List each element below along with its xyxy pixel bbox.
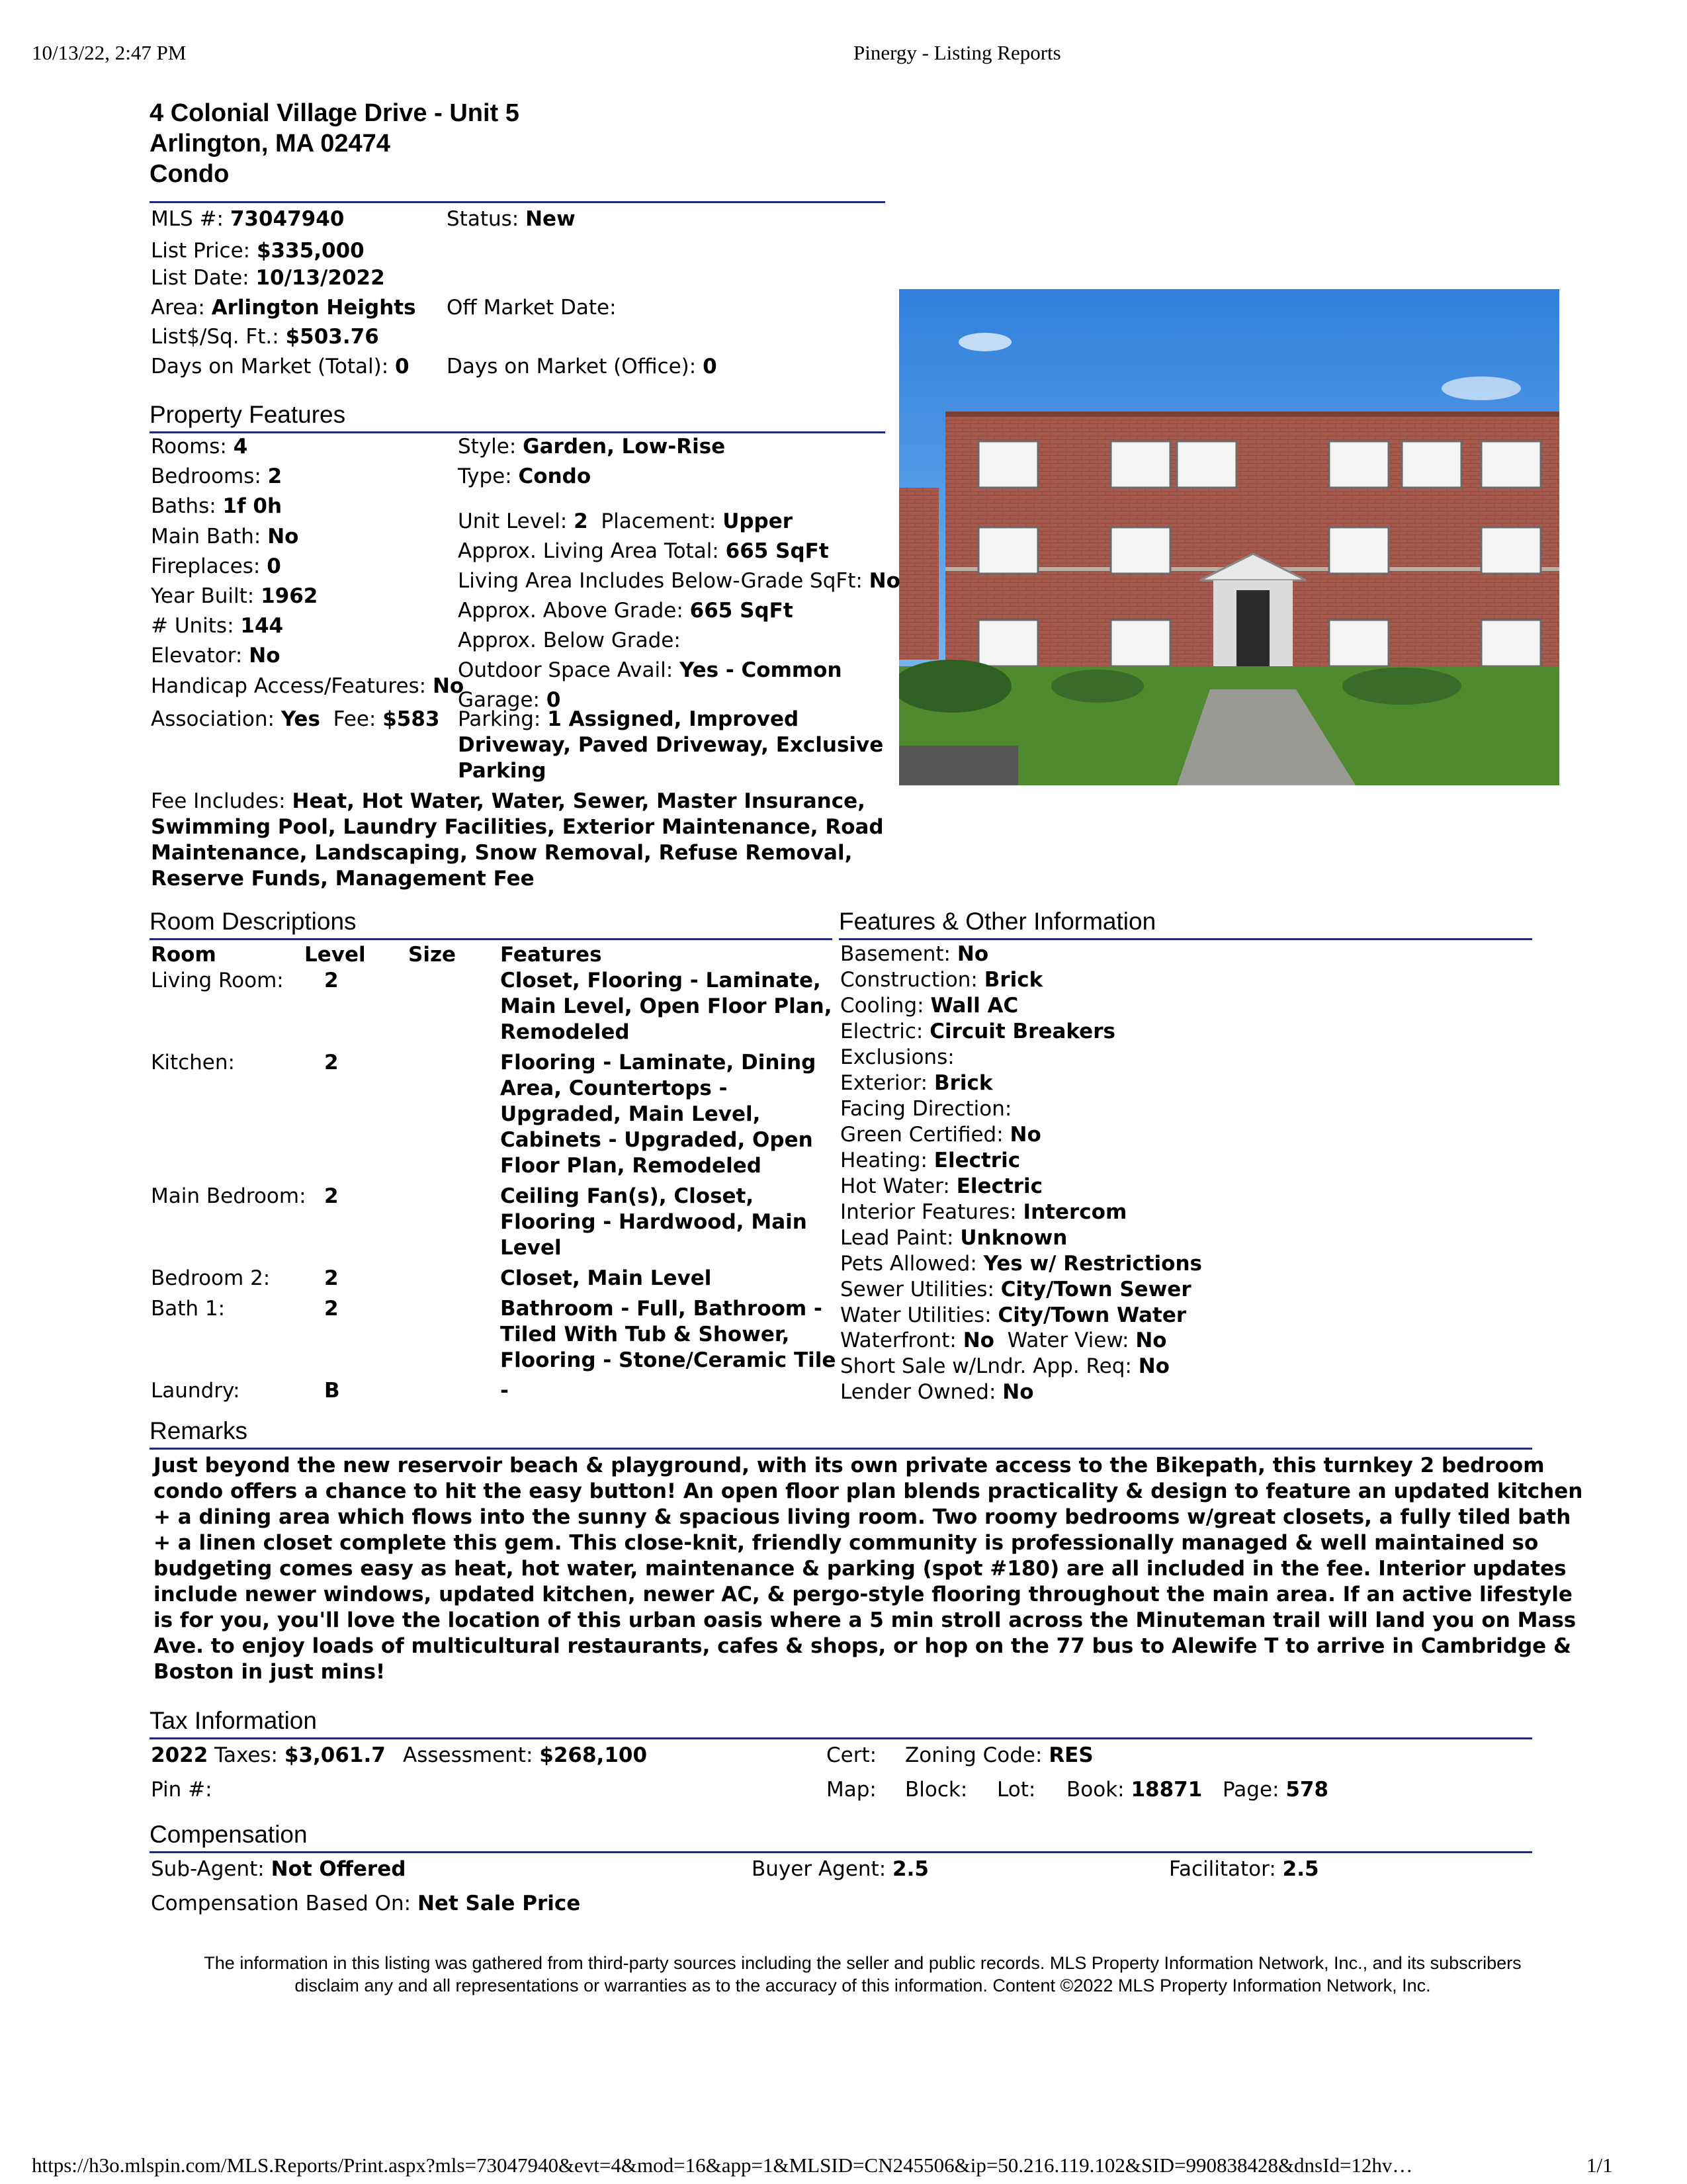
feature-left-item: Main Bath: No <box>151 524 299 548</box>
days-on-market-total: Days on Market (Total): 0 <box>151 355 410 378</box>
room-level: 2 <box>324 1266 339 1290</box>
col-level: Level <box>304 943 366 967</box>
other-info-item: Electric: Circuit Breakers <box>840 1020 1115 1043</box>
feature-right-item: Style: Garden, Low-Rise <box>458 435 726 459</box>
other-info-item: Cooling: Wall AC <box>840 994 1019 1018</box>
room-level: 2 <box>324 1184 339 1208</box>
off-market-date: Off Market Date: <box>447 296 617 320</box>
remarks-line: condo offers a chance to hit the easy button! An open floor plan blends practicality & design to feature an updated kitchen <box>153 1479 1583 1503</box>
remarks-heading: Remarks <box>150 1417 248 1444</box>
room-feature-line: Ceiling Fan(s), Closet, <box>500 1184 754 1208</box>
room-feature-line: Flooring - Laminate, Dining <box>500 1051 816 1074</box>
room-name: Living Room: <box>151 969 284 992</box>
room-name: Kitchen: <box>151 1051 235 1074</box>
remarks-line: Boston in just mins! <box>153 1660 386 1684</box>
remarks-line: include newer windows, updated kitchen, newer AC, & pergo-style flooring throughout the main area. If an active lifestyle <box>153 1583 1573 1606</box>
disclaimer-line1: The information in this listing was gathered from third-party sources including the seller and public records. MLS Property Information Network, Inc., and its subscribers <box>204 1953 1522 1973</box>
list-price: List Price: $335,000 <box>151 239 365 263</box>
status: Status: New <box>447 207 576 231</box>
fee-includes: Fee Includes: Heat, Hot Water, Water, Sewer, Master Insurance, <box>151 789 865 813</box>
room-feature-line: - <box>500 1379 509 1403</box>
days-on-market-office: Days on Market (Office): 0 <box>447 355 717 378</box>
address-divider <box>150 201 885 203</box>
compensation-divider <box>150 1851 1532 1853</box>
tax-block: Block: <box>905 1778 968 1802</box>
room-feature-line: Flooring - Stone/Ceramic Tile <box>500 1348 836 1372</box>
feature-left-item: Rooms: 4 <box>151 435 248 459</box>
feature-right-item: Type: Condo <box>458 464 591 488</box>
other-info-divider <box>839 938 1532 940</box>
property-features-divider <box>150 431 885 433</box>
other-info-item: Green Certified: No <box>840 1123 1041 1147</box>
tax-page: Page: 578 <box>1223 1778 1329 1802</box>
fee-includes-line3: Maintenance, Landscaping, Snow Removal, Refuse Removal, <box>151 841 853 865</box>
other-info-heading: Features & Other Information <box>839 908 1156 935</box>
room-feature-line: Upgraded, Main Level, <box>500 1102 761 1126</box>
association: Association: Yes Fee: $583 <box>151 707 440 731</box>
feature-right-item: Approx. Living Area Total: 665 SqFt <box>458 539 829 563</box>
other-info-item: Water Utilities: City/Town Water <box>840 1303 1187 1327</box>
remarks-line: budgeting comes easy as heat, hot water, maintenance & parking (spot #180) are all included in the fee. Interior updates <box>153 1557 1567 1581</box>
mls-number: MLS #: 73047940 <box>151 207 345 231</box>
room-feature-line: Flooring - Hardwood, Main <box>500 1210 807 1234</box>
other-info-item: Interior Features: Intercom <box>840 1200 1127 1224</box>
other-info-item: Hot Water: Electric <box>840 1174 1043 1198</box>
other-info-item: Heating: Electric <box>840 1149 1021 1172</box>
other-info-item: Facing Direction: <box>840 1097 1012 1121</box>
remarks-line: + a dining area which flows into the sunny & spacious living room. Two roomy bedrooms w/great closets, a fully tiled bath <box>153 1505 1571 1529</box>
fee-includes-line2: Swimming Pool, Laundry Facilities, Exterior Maintenance, Road <box>151 815 884 839</box>
print-datetime: 10/13/22, 2:47 PM <box>32 41 187 64</box>
parking-line2: Driveway, Paved Driveway, Exclusive <box>458 733 884 757</box>
area: Area: Arlington Heights <box>151 296 416 320</box>
room-level: B <box>324 1379 340 1403</box>
room-feature-line: Closet, Flooring - Laminate, <box>500 969 821 992</box>
tax-lot: Lot: <box>997 1778 1036 1802</box>
lender-owned: Lender Owned: No <box>840 1380 1034 1404</box>
room-feature-line: Closet, Main Level <box>500 1266 712 1290</box>
col-room: Room <box>151 943 216 967</box>
room-feature-line: Cabinets - Upgraded, Open <box>500 1128 813 1152</box>
list-date: List Date: 10/13/2022 <box>151 266 385 290</box>
buyer-agent: Buyer Agent: 2.5 <box>752 1857 929 1881</box>
other-info-item: Lead Paint: Unknown <box>840 1226 1068 1250</box>
room-feature-line: Remodeled <box>500 1020 630 1044</box>
feature-left-item: Year Built: 1962 <box>151 584 318 608</box>
sub-agent: Sub-Agent: Not Offered <box>151 1857 406 1881</box>
remarks-line: Ave. to enjoy loads of multicultural restaurants, cafes & shops, or hop on the 77 bus to Alewife T to arrive in Cambridge & <box>153 1634 1572 1658</box>
room-feature-line: Main Level, Open Floor Plan, <box>500 994 832 1018</box>
tax-pin: Pin #: <box>151 1778 212 1802</box>
room-name: Main Bedroom: <box>151 1184 306 1208</box>
tax-assessment: Assessment: $268,100 <box>403 1743 648 1767</box>
room-level: 2 <box>324 1051 339 1074</box>
col-size: Size <box>408 943 456 967</box>
remarks-line: Just beyond the new reservoir beach & playground, with its own private access to the Bikepath, this turnkey 2 bedroom <box>153 1454 1545 1477</box>
room-level: 2 <box>324 969 339 992</box>
feature-left-item: Fireplaces: 0 <box>151 554 281 578</box>
feature-right-item: Approx. Above Grade: 665 SqFt <box>458 599 793 623</box>
room-feature-line: Floor Plan, Remodeled <box>500 1154 761 1178</box>
waterfront: Waterfront: No Water View: No <box>840 1329 1167 1352</box>
building-photo-icon <box>899 289 1559 785</box>
price-per-sqft: List$/Sq. Ft.: $503.76 <box>151 325 379 349</box>
room-feature-line: Tiled With Tub & Shower, <box>500 1323 790 1346</box>
feature-left-item: Bedrooms: 2 <box>151 464 282 489</box>
feature-left-item: Elevator: No <box>151 644 281 668</box>
facilitator: Facilitator: 2.5 <box>1169 1857 1319 1881</box>
parking-line3: Parking <box>458 759 546 783</box>
remarks-line: is for you, you'll love the location of this urban oasis where a 5 min stroll across the Minuteman trail will land you on Mass <box>153 1608 1577 1632</box>
print-page-number: 1/1 <box>1586 2154 1613 2177</box>
tax-heading: Tax Information <box>150 1707 317 1734</box>
tax-cert: Cert: <box>826 1743 877 1767</box>
other-info-item: Sewer Utilities: City/Town Sewer <box>840 1278 1191 1301</box>
address-line2: Arlington, MA 02474 <box>150 130 390 157</box>
other-info-item: Construction: Brick <box>840 968 1043 992</box>
remarks-divider <box>150 1448 1532 1450</box>
remarks-line: + a linen closet complete this gem. This close-knit, friendly community is professionally managed & well maintained so <box>153 1531 1539 1555</box>
room-feature-line: Bathroom - Full, Bathroom - <box>500 1297 822 1321</box>
fee-includes-line4: Reserve Funds, Management Fee <box>151 867 535 891</box>
tax-zoning: Zoning Code: RES <box>905 1743 1094 1767</box>
other-info-item: Exclusions: <box>840 1045 955 1069</box>
room-level: 2 <box>324 1297 339 1321</box>
compensation-heading: Compensation <box>150 1821 308 1848</box>
address-line1: 4 Colonial Village Drive - Unit 5 <box>150 99 519 127</box>
other-info-item: Exterior: Brick <box>840 1071 993 1095</box>
tax-divider <box>150 1737 1532 1739</box>
compensation-based-on: Compensation Based On: Net Sale Price <box>151 1892 581 1915</box>
room-feature-line: Level <box>500 1236 562 1260</box>
disclaimer-line2: disclaim any and all representations or warranties as to the accuracy of this information. Content ©2022 MLS Property Information Network, Inc. <box>294 1976 1431 1995</box>
room-name: Bedroom 2: <box>151 1266 271 1290</box>
print-url[interactable]: https://h3o.mlspin.com/MLS.Reports/Print.aspx?mls=73047940&evt=4&mod=16&app=1&MLSID=CN245506&ip=50.216.119.102&SID=990838428&dnsId=12hv… <box>32 2154 1413 2177</box>
feature-left-item: Baths: 1f 0h <box>151 494 282 519</box>
property-features-heading: Property Features <box>150 401 346 428</box>
other-info-item: Basement: No <box>840 942 989 966</box>
parking: Parking: 1 Assigned, Improved <box>458 707 799 731</box>
property-type-title: Condo <box>150 160 230 188</box>
room-name: Laundry: <box>151 1379 240 1403</box>
col-features: Features <box>500 943 602 967</box>
tax-taxes: 2022 Taxes: $3,061.7 <box>151 1743 386 1767</box>
other-info-item: Pets Allowed: Yes w/ Restrictions <box>840 1252 1202 1276</box>
short-sale: Short Sale w/Lndr. App. Req: No <box>840 1354 1170 1378</box>
room-descriptions-heading: Room Descriptions <box>150 908 357 935</box>
feature-right-item: Outdoor Space Avail: Yes - Common <box>458 658 842 682</box>
unit-level: Unit Level: 2 Placement: Upper <box>458 509 793 533</box>
feature-left-item: Handicap Access/Features: No <box>151 674 464 698</box>
print-page-title: Pinergy - Listing Reports <box>853 41 1061 64</box>
feature-left-item: # Units: 144 <box>151 614 284 638</box>
feature-right-item: Living Area Includes Below-Grade SqFt: No <box>458 569 900 593</box>
feature-right-item: Approx. Below Grade: <box>458 629 681 652</box>
tax-map: Map: <box>826 1778 877 1802</box>
tax-book: Book: 18871 <box>1066 1778 1203 1802</box>
room-name: Bath 1: <box>151 1297 226 1321</box>
room-descriptions-divider <box>150 938 832 940</box>
feature-right-item: Garage: 0 <box>458 688 561 712</box>
room-feature-line: Area, Countertops - <box>500 1076 728 1100</box>
